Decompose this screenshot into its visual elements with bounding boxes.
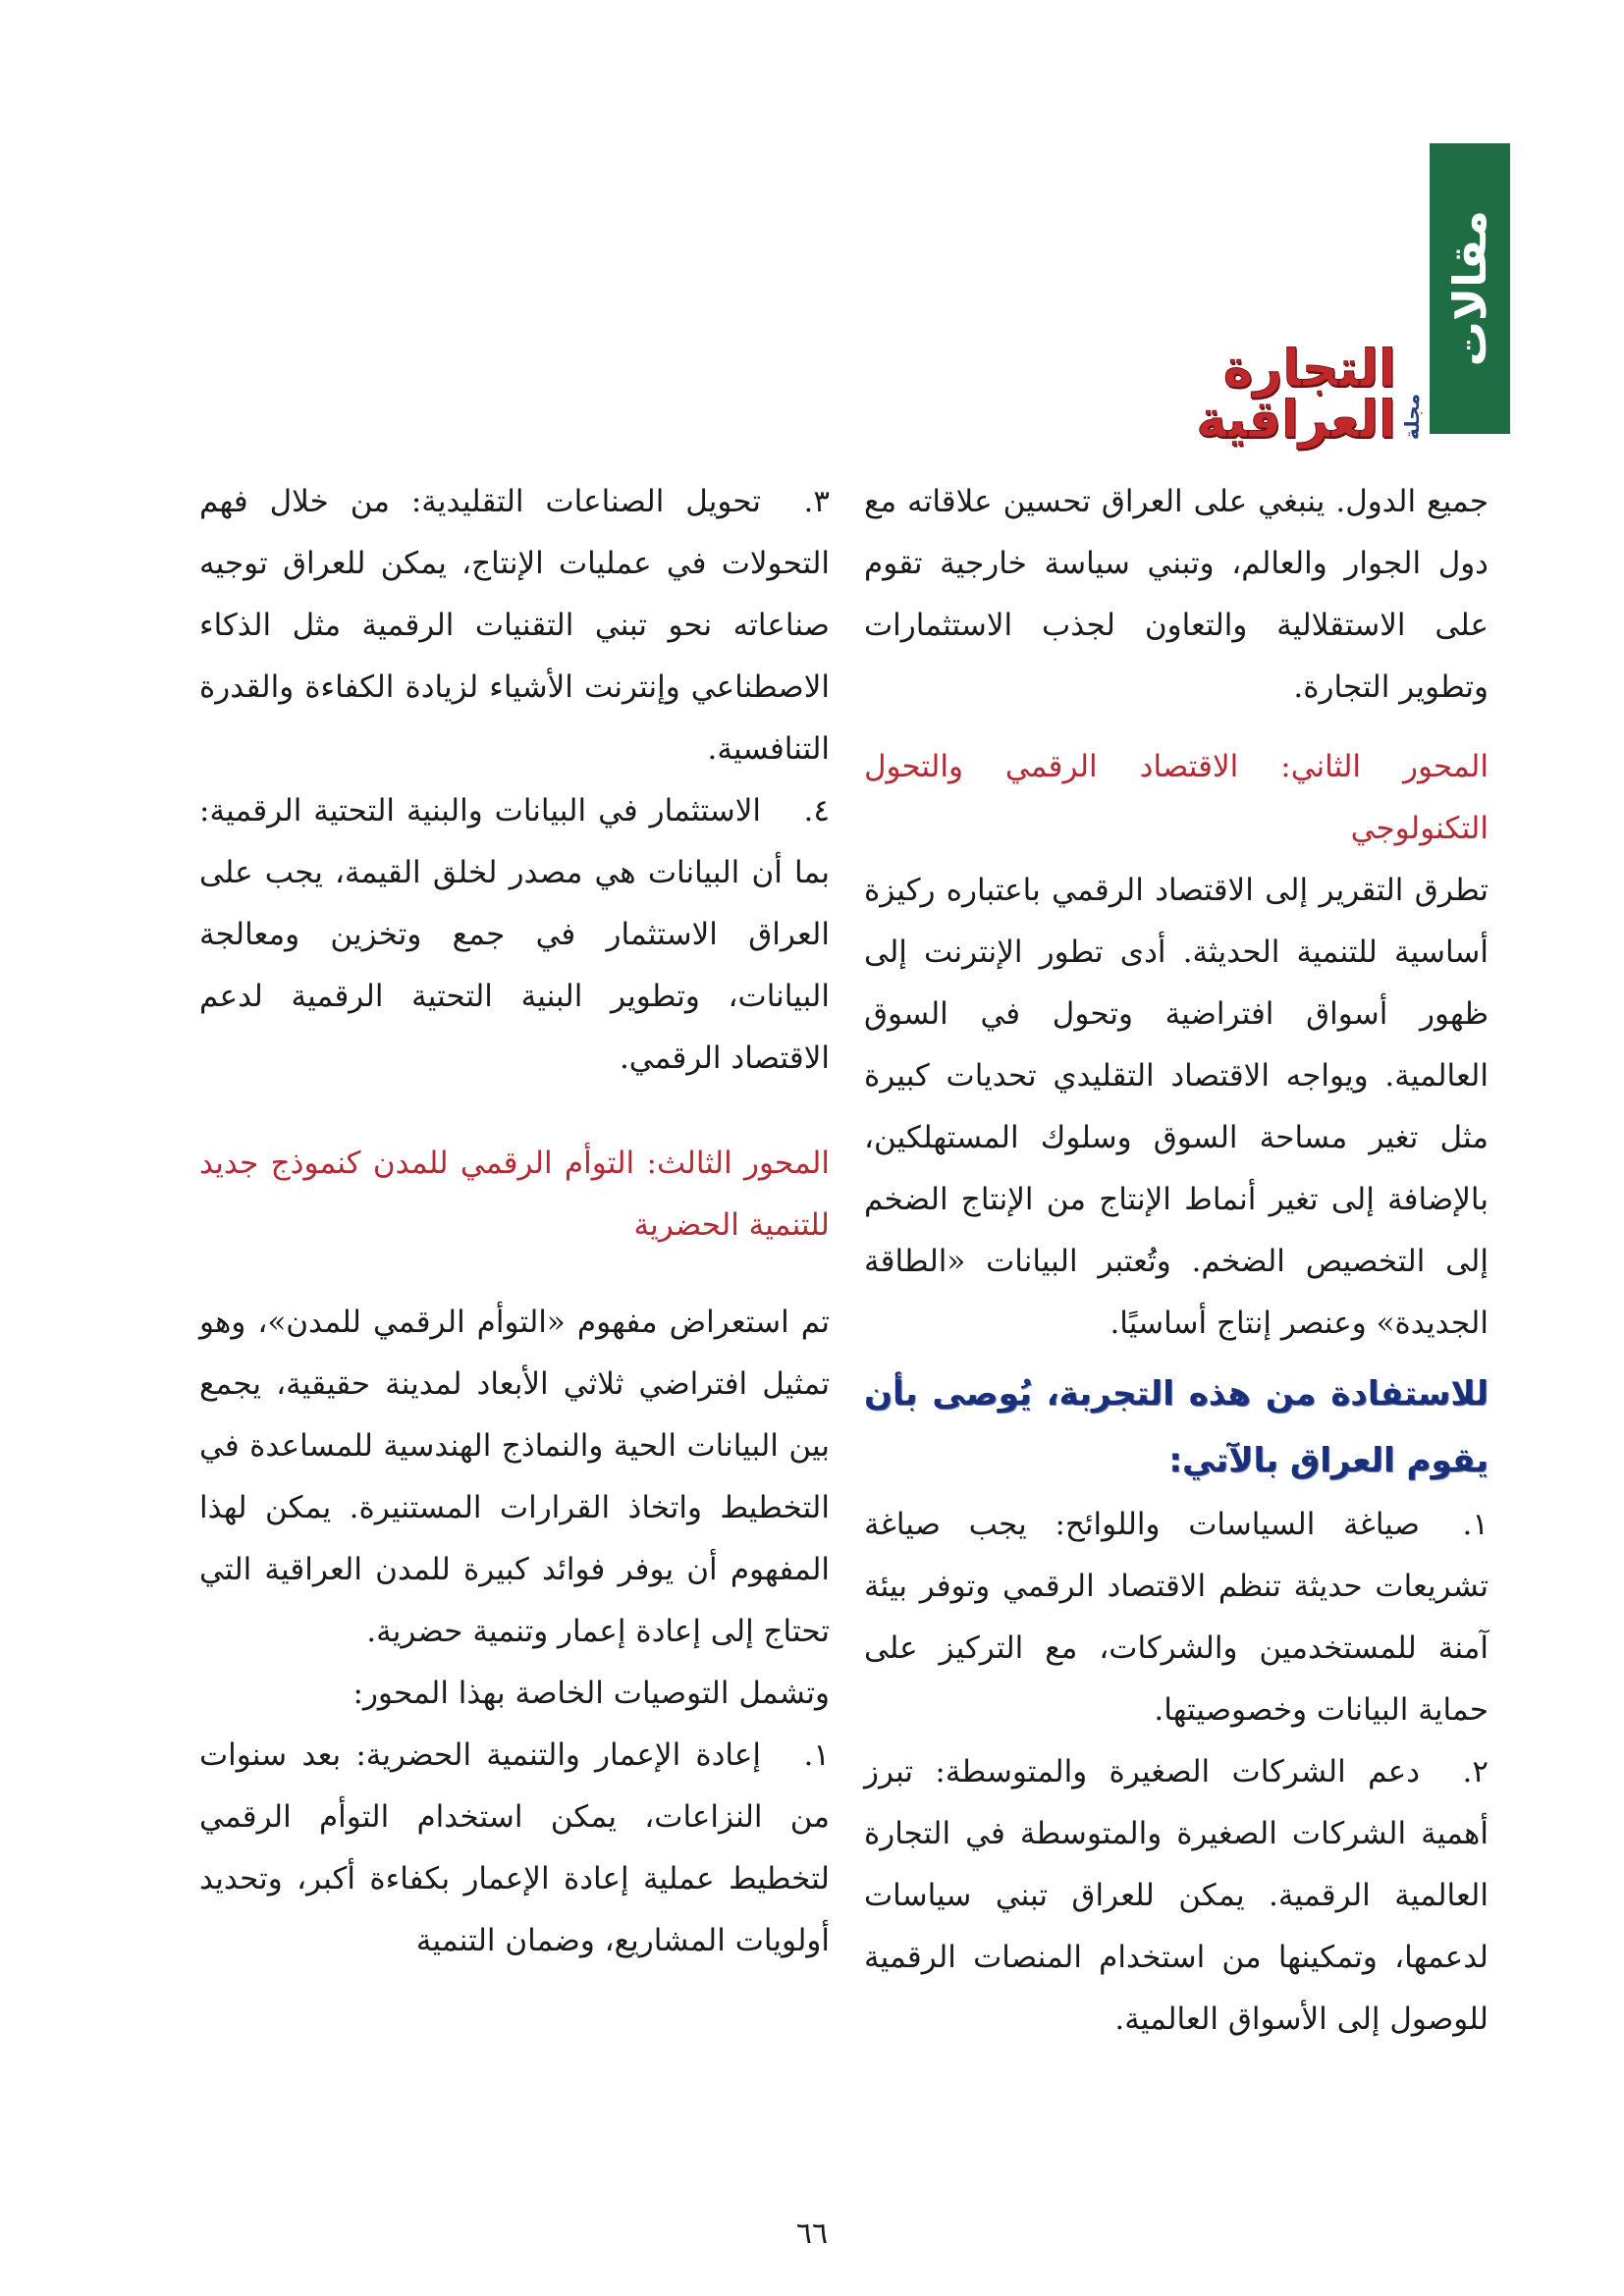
list-item-industries — [199, 471, 830, 780]
list-number: ٣. — [803, 484, 830, 519]
masthead-title: التجارة العراقية — [1196, 340, 1396, 450]
paragraph-recommendations-intro: وتشمل التوصيات الخاصة بهذا المحور: — [352, 1676, 830, 1711]
list-number: ١. — [1462, 1507, 1489, 1542]
paragraph-digital-economy: تطرق التقرير إلى الاقتصاد الرقمي باعتباره ركيزة أساسية للتنمية الحديثة. أدى تطور الإنترنت إلى ظهور أسواق افتراضية وتحول في السوق العالمية. ويواجه الاقتصاد التقليدي تحديات كبيرة مثل تغير مساحة السوق وسلوك المستهلكين، بالإضافة إلى تغير أنماط الإنتاج من الإنتاج الضخم إلى التخصيص الضخم. وتُعتبر البيانات «الطاقة الجديدة» وعنصر إنتاج أساسيًا. — [864, 873, 1489, 1341]
list-item-text: دعم الشركات الصغيرة والمتوسطة: تبرز أهمية الشركات الصغيرة والمتوسطة في التجارة العالمية الرقمية. يمكن للعراق تبني سياسات لدعمها، وتمكينها من استخدام المنصات الرقمية للوصول إلى الأسواق العالمية. — [864, 1754, 1489, 2037]
list-item-text: إعادة الإعمار والتنمية الحضرية: بعد سنوات من النزاعات، يمكن استخدام التوأم الرقمي لتخطيط عملية إعادة الإعمار بكفاءة أكبر، وتحديد أولويات المشاريع، وضمان التنمية — [199, 1737, 830, 1958]
list-item-reconstruction — [199, 1725, 830, 1972]
list-item-text: تحويل الصناعات التقليدية: من خلال فهم التحولات في عمليات الإنتاج، يمكن للعراق توجيه صناعاته نحو تبني التقنيات الرقمية مثل الذكاء الاصطناعي وإنترنت الأشياء لزيادة الكفاءة والقدرة التنافسية. — [199, 484, 830, 767]
magazine-masthead — [1090, 340, 1424, 450]
list-item-data-investment — [199, 780, 830, 1090]
axis-three-heading: المحور الثالث: التوأم الرقمي للمدن كنموذج جديد للتنمية الحضرية — [199, 1146, 830, 1243]
list-item-text: صياغة السياسات واللوائح: يجب صياغة تشريعات حديثة تنظم الاقتصاد الرقمي وتوفر بيئة آمنة للمستخدمين والشركات، مع التركيز على حماية البيانات وخصوصيتها. — [864, 1507, 1489, 1728]
axis-two-heading: المحور الثاني: الاقتصاد الرقمي والتحول التكنولوجي — [864, 749, 1489, 846]
paragraph-foreign-relations: جميع الدول. ينبغي على العراق تحسين علاقاته مع دول الجوار والعالم، وتبني سياسة خارجية تقوم على الاستقلالية والتعاون لجذب الاستثمارات وتطوير التجارة. — [864, 484, 1489, 705]
page-number: ٦٦ — [795, 2216, 829, 2251]
section-label: مقالات — [1443, 210, 1496, 367]
recommendations-heading: للاستفادة من هذه التجربة، يُوصى بأن يقوم العراق بالآتي: — [864, 1374, 1489, 1480]
list-item-policies — [864, 1494, 1489, 1741]
list-number: ١. — [803, 1737, 830, 1773]
paragraph-digital-twin: تم استعراض مفهوم «التوأم الرقمي للمدن»، وهو تمثيل افتراضي ثلاثي الأبعاد لمدينة حقيقية، يجمع بين البيانات الحية والنماذج الهندسية للمساعدة في التخطيط واتخاذ القرارات المستنيرة. يمكن لهذا المفهوم أن يوفر فوائد كبيرة للمدن العراقية التي تحتاج إلى إعادة إعمار وتنمية حضرية. — [199, 1305, 830, 1649]
list-number: ٢. — [1462, 1754, 1489, 1789]
list-item-text: الاستثمار في البيانات والبنية التحتية الرقمية: بما أن البيانات هي مصدر لخلق القيمة، يجب على العراق الاستثمار في جمع وتخزين ومعالجة البيانات، وتطوير البنية التحتية الرقمية لدعم الاقتصاد الرقمي. — [199, 793, 830, 1076]
list-number: ٤. — [803, 793, 830, 828]
list-item-sme — [864, 1741, 1489, 2051]
section-tab — [1430, 143, 1510, 434]
left-column — [199, 471, 830, 1972]
right-column — [864, 471, 1489, 2051]
masthead-small-label: مجلة — [1400, 393, 1424, 440]
